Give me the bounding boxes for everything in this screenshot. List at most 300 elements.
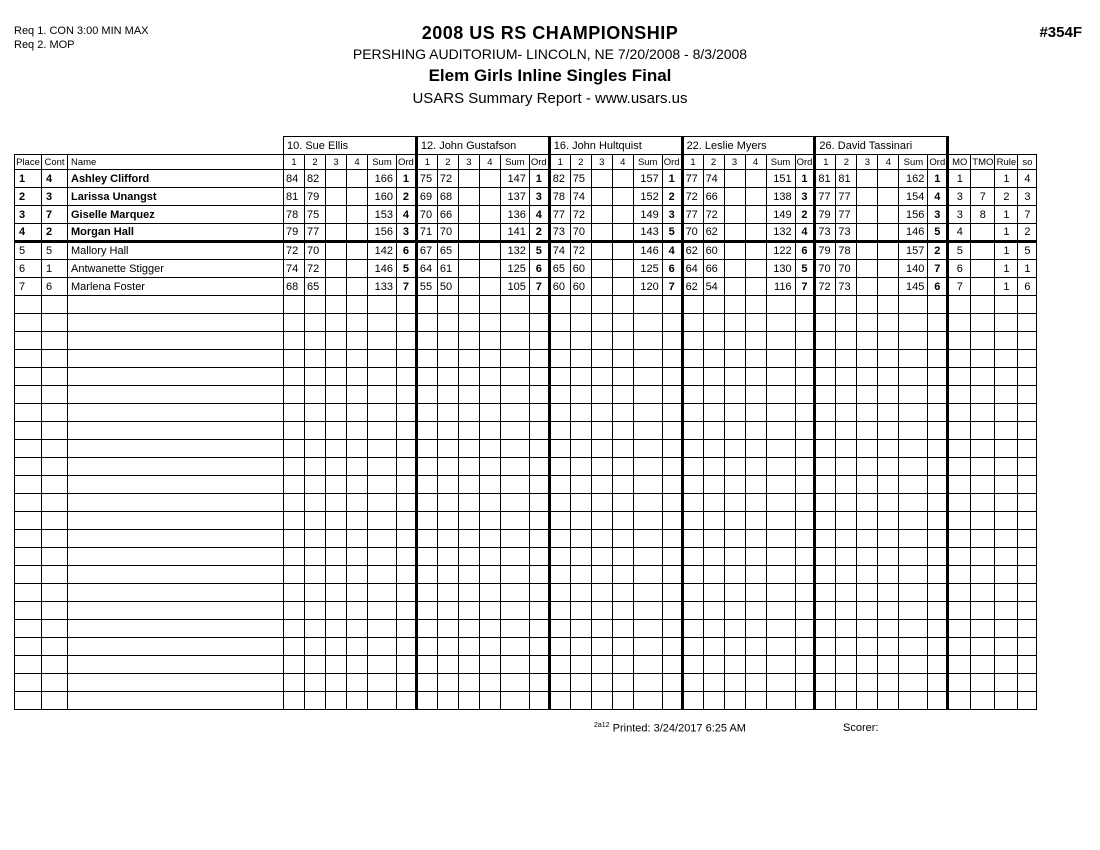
column-header-4: 4 [878, 155, 899, 170]
stat-cell [948, 422, 971, 440]
name-cell [68, 314, 284, 332]
name-cell: Antwanette Stigger [68, 260, 284, 278]
ord-cell [928, 494, 948, 512]
ord-cell: 3 [795, 188, 815, 206]
cont-cell [42, 638, 68, 656]
score-cell [815, 404, 836, 422]
place-cell [15, 620, 42, 638]
score-cell [284, 566, 305, 584]
score-cell [368, 314, 397, 332]
score-cell [724, 530, 745, 548]
score-cell [745, 332, 766, 350]
stat-cell [971, 386, 995, 404]
score-cell [347, 350, 368, 368]
empty-row [15, 656, 1037, 674]
empty-row [15, 404, 1037, 422]
score-cell [703, 440, 724, 458]
score-cell [437, 602, 458, 620]
score-cell [326, 656, 347, 674]
score-cell [500, 548, 529, 566]
cont-cell [42, 296, 68, 314]
score-cell [591, 476, 612, 494]
sheet-code: #354F [1039, 24, 1082, 41]
ord-cell [795, 548, 815, 566]
name-cell: Larissa Unangst [68, 188, 284, 206]
score-cell [326, 386, 347, 404]
empty-row [15, 620, 1037, 638]
score-cell [416, 458, 437, 476]
score-cell [724, 224, 745, 242]
score-cell [633, 584, 662, 602]
score-cell [416, 656, 437, 674]
tmo-cell: 8 [971, 206, 995, 224]
score-cell [724, 386, 745, 404]
ord-cell [397, 584, 417, 602]
stat-cell [995, 476, 1018, 494]
score-cell [347, 260, 368, 278]
score-cell [326, 494, 347, 512]
score-cell: 81 [836, 170, 857, 188]
score-cell [682, 674, 703, 692]
ord-cell: 7 [795, 278, 815, 296]
score-cell [633, 386, 662, 404]
event-title: Elem Girls Inline Singles Final [428, 66, 672, 85]
score-cell [570, 494, 591, 512]
ord-cell [795, 656, 815, 674]
score-cell: 72 [305, 260, 326, 278]
judge-header-row [15, 137, 1037, 155]
score-cell [857, 386, 878, 404]
score-cell [633, 602, 662, 620]
score-cell [857, 332, 878, 350]
stat-cell [948, 386, 971, 404]
place-cell [15, 296, 42, 314]
score-cell [899, 386, 928, 404]
score-cell [899, 350, 928, 368]
ord-cell: 4 [795, 224, 815, 242]
score-cell [878, 656, 899, 674]
stat-cell [971, 602, 995, 620]
score-cell [347, 242, 368, 260]
score-cell [703, 674, 724, 692]
score-cell [549, 566, 570, 584]
score-cell [815, 530, 836, 548]
score-cell [479, 224, 500, 242]
stat-cell [1018, 566, 1037, 584]
so-cell: 1 [1018, 260, 1037, 278]
ord-cell [928, 566, 948, 584]
column-header-so: so [1018, 155, 1037, 170]
score-cell [633, 638, 662, 656]
score-cell [682, 656, 703, 674]
ord-cell [397, 314, 417, 332]
score-cell [549, 674, 570, 692]
score-cell [899, 440, 928, 458]
score-cell [416, 566, 437, 584]
score-cell [724, 242, 745, 260]
score-cell [347, 530, 368, 548]
name-cell [68, 386, 284, 404]
place-cell: 2 [15, 188, 42, 206]
stat-cell [971, 422, 995, 440]
so-cell: 5 [1018, 242, 1037, 260]
score-cell [437, 512, 458, 530]
score-cell [326, 368, 347, 386]
column-header-row [15, 155, 1037, 170]
score-cell [437, 386, 458, 404]
score-row [15, 278, 1037, 296]
score-cell [682, 350, 703, 368]
ord-cell [662, 512, 682, 530]
name-cell [68, 638, 284, 656]
score-cell [815, 602, 836, 620]
score-cell [703, 584, 724, 602]
judge-name-header: 12. John Gustafson [416, 137, 549, 155]
score-cell [479, 242, 500, 260]
score-cell [836, 656, 857, 674]
score-cell [326, 584, 347, 602]
name-cell: Giselle Marquez [68, 206, 284, 224]
place-cell: 7 [15, 278, 42, 296]
score-row [15, 188, 1037, 206]
score-cell [682, 548, 703, 566]
report-header [0, 22, 1100, 110]
score-cell [458, 242, 479, 260]
column-header-sum: Sum [368, 155, 397, 170]
score-cell [836, 332, 857, 350]
score-cell [347, 188, 368, 206]
score-cell [347, 620, 368, 638]
column-header-tmo: TMO [972, 156, 994, 168]
stat-cell [971, 494, 995, 512]
score-cell [633, 296, 662, 314]
score-cell [815, 350, 836, 368]
score-row [15, 242, 1037, 260]
rule-cell: 1 [995, 278, 1018, 296]
column-header-rule: Rule [996, 156, 1017, 168]
score-cell [857, 368, 878, 386]
empty-row [15, 638, 1037, 656]
score-cell [766, 404, 795, 422]
score-cell [326, 296, 347, 314]
judge-name-header: 10. Sue Ellis [284, 137, 417, 155]
score-cell [458, 350, 479, 368]
score-cell [899, 638, 928, 656]
score-cell [745, 656, 766, 674]
column-header-3: 3 [458, 155, 479, 170]
score-cell [347, 440, 368, 458]
score-cell [724, 332, 745, 350]
score-cell [458, 332, 479, 350]
score-cell [724, 566, 745, 584]
stat-cell [948, 314, 971, 332]
score-cell [368, 296, 397, 314]
ord-cell [529, 530, 549, 548]
score-cell [570, 314, 591, 332]
name-cell [68, 602, 284, 620]
score-cell [570, 620, 591, 638]
score-cell [479, 638, 500, 656]
score-cell [682, 458, 703, 476]
stat-cell [995, 422, 1018, 440]
score-cell: 71 [416, 224, 437, 242]
name-cell [68, 674, 284, 692]
place-cell [15, 566, 42, 584]
score-cell [878, 404, 899, 422]
ord-cell: 3 [662, 206, 682, 224]
score-cell [815, 296, 836, 314]
ord-cell [529, 422, 549, 440]
column-header-3: 3 [857, 155, 878, 170]
sum-cell: 166 [368, 170, 397, 188]
name-cell: Marlena Foster [68, 278, 284, 296]
sum-cell: 132 [500, 242, 529, 260]
score-cell: 75 [416, 170, 437, 188]
rule-cell: 1 [995, 260, 1018, 278]
score-cell [347, 170, 368, 188]
empty-row [15, 566, 1037, 584]
cont-cell [42, 422, 68, 440]
so-cell: 4 [1018, 170, 1037, 188]
column-header-ord: Ord [397, 155, 417, 170]
empty-row [15, 368, 1037, 386]
tmo-cell [971, 224, 995, 242]
score-cell [479, 350, 500, 368]
place-cell [15, 692, 42, 710]
stat-cell [971, 440, 995, 458]
cont-cell [42, 656, 68, 674]
score-cell [612, 530, 633, 548]
sum-cell: 156 [899, 206, 928, 224]
score-cell [437, 620, 458, 638]
score-cell [682, 296, 703, 314]
score-cell [836, 350, 857, 368]
score-cell [368, 602, 397, 620]
stat-cell [971, 530, 995, 548]
score-cell [284, 584, 305, 602]
score-cell [766, 314, 795, 332]
empty-row [15, 530, 1037, 548]
score-cell [326, 278, 347, 296]
score-cell [857, 512, 878, 530]
place-cell [15, 386, 42, 404]
score-cell [326, 314, 347, 332]
stat-cell [1018, 386, 1037, 404]
score-cell [745, 224, 766, 242]
scorer-label: Scorer: [843, 722, 879, 734]
score-cell [368, 440, 397, 458]
ord-cell [397, 656, 417, 674]
score-cell [305, 368, 326, 386]
sum-cell: 136 [500, 206, 529, 224]
score-cell [633, 566, 662, 584]
score-cell: 82 [549, 170, 570, 188]
score-cell [326, 674, 347, 692]
column-header-sum: Sum [766, 155, 795, 170]
name-cell [68, 512, 284, 530]
ord-cell [397, 692, 417, 710]
score-cell [612, 350, 633, 368]
stat-cell [995, 494, 1018, 512]
score-cell [612, 494, 633, 512]
score-cell [458, 638, 479, 656]
score-cell [347, 476, 368, 494]
sum-cell: 156 [368, 224, 397, 242]
score-cell [878, 566, 899, 584]
column-header-sum: Sum [633, 155, 662, 170]
rule-cell: 1 [995, 170, 1018, 188]
column-header-3: 3 [326, 155, 347, 170]
score-cell [326, 602, 347, 620]
stat-cell [995, 620, 1018, 638]
score-cell [549, 584, 570, 602]
score-cell [745, 278, 766, 296]
score-cell [437, 314, 458, 332]
printed-line [594, 722, 746, 735]
score-cell: 66 [437, 206, 458, 224]
ord-cell [928, 656, 948, 674]
ord-cell [795, 296, 815, 314]
score-cell [479, 422, 500, 440]
score-cell [878, 692, 899, 710]
score-cell [724, 422, 745, 440]
stat-cell [948, 584, 971, 602]
so-cell: 3 [1018, 188, 1037, 206]
ord-cell: 4 [662, 242, 682, 260]
score-cell [899, 674, 928, 692]
score-cell [347, 566, 368, 584]
score-cell [500, 584, 529, 602]
score-cell [878, 224, 899, 242]
score-cell [479, 440, 500, 458]
score-cell: 62 [703, 224, 724, 242]
place-cell [15, 332, 42, 350]
sum-cell: 153 [368, 206, 397, 224]
cont-cell [42, 494, 68, 512]
score-cell [479, 548, 500, 566]
score-cell [347, 512, 368, 530]
name-cell [68, 404, 284, 422]
ord-cell: 7 [928, 260, 948, 278]
empty-row [15, 602, 1037, 620]
score-cell [724, 170, 745, 188]
score-cell [500, 602, 529, 620]
ord-cell [795, 332, 815, 350]
score-cell [612, 548, 633, 566]
score-cell [745, 368, 766, 386]
score-cell [633, 332, 662, 350]
score-cell [347, 692, 368, 710]
score-cell [416, 332, 437, 350]
ord-cell [397, 458, 417, 476]
score-cell [368, 620, 397, 638]
score-cell [305, 386, 326, 404]
stat-cell [995, 386, 1018, 404]
score-cell [766, 530, 795, 548]
score-cell [836, 584, 857, 602]
ord-cell: 5 [397, 260, 417, 278]
score-cell [633, 656, 662, 674]
score-cell [836, 440, 857, 458]
stat-cell [971, 620, 995, 638]
score-cell [815, 512, 836, 530]
ord-cell [928, 692, 948, 710]
score-cell [766, 638, 795, 656]
place-cell [15, 584, 42, 602]
sum-cell: 145 [899, 278, 928, 296]
score-cell [878, 260, 899, 278]
score-cell [612, 674, 633, 692]
score-cell [766, 674, 795, 692]
score-cell [633, 512, 662, 530]
stat-cell [1018, 656, 1037, 674]
score-cell [815, 584, 836, 602]
score-cell [500, 458, 529, 476]
score-cell [857, 566, 878, 584]
stat-cell [1018, 548, 1037, 566]
ord-cell [662, 314, 682, 332]
score-cell [766, 692, 795, 710]
ord-cell: 1 [928, 170, 948, 188]
cont-cell [42, 314, 68, 332]
score-cell [416, 602, 437, 620]
score-cell [836, 620, 857, 638]
score-cell [458, 206, 479, 224]
ord-cell [795, 476, 815, 494]
score-cell [612, 512, 633, 530]
ord-cell [662, 332, 682, 350]
empty-row [15, 440, 1037, 458]
score-cell [479, 188, 500, 206]
score-cell [703, 368, 724, 386]
score-cell: 62 [682, 242, 703, 260]
score-cell [416, 494, 437, 512]
score-cell [899, 332, 928, 350]
score-cell: 77 [836, 206, 857, 224]
score-cell [745, 404, 766, 422]
score-cell [416, 476, 437, 494]
score-cell [682, 404, 703, 422]
score-cell [857, 170, 878, 188]
column-header-2: 2 [437, 155, 458, 170]
score-cell [416, 512, 437, 530]
score-cell [347, 332, 368, 350]
stat-cell [948, 458, 971, 476]
column-header-4: 4 [347, 155, 368, 170]
stat-cell [1018, 458, 1037, 476]
score-cell [458, 170, 479, 188]
cont-cell [42, 548, 68, 566]
score-cell [633, 458, 662, 476]
place-cell [15, 440, 42, 458]
cont-cell: 3 [42, 188, 68, 206]
ord-cell: 6 [397, 242, 417, 260]
ord-cell [795, 368, 815, 386]
cont-cell [42, 332, 68, 350]
ord-cell [529, 404, 549, 422]
score-cell [703, 494, 724, 512]
score-cell [682, 512, 703, 530]
score-cell [549, 314, 570, 332]
stat-cell [1018, 638, 1037, 656]
score-cell [437, 332, 458, 350]
stat-cell [948, 566, 971, 584]
score-cell [326, 170, 347, 188]
stat-cell [948, 368, 971, 386]
score-cell [591, 368, 612, 386]
ord-cell: 1 [662, 170, 682, 188]
ord-cell [529, 674, 549, 692]
